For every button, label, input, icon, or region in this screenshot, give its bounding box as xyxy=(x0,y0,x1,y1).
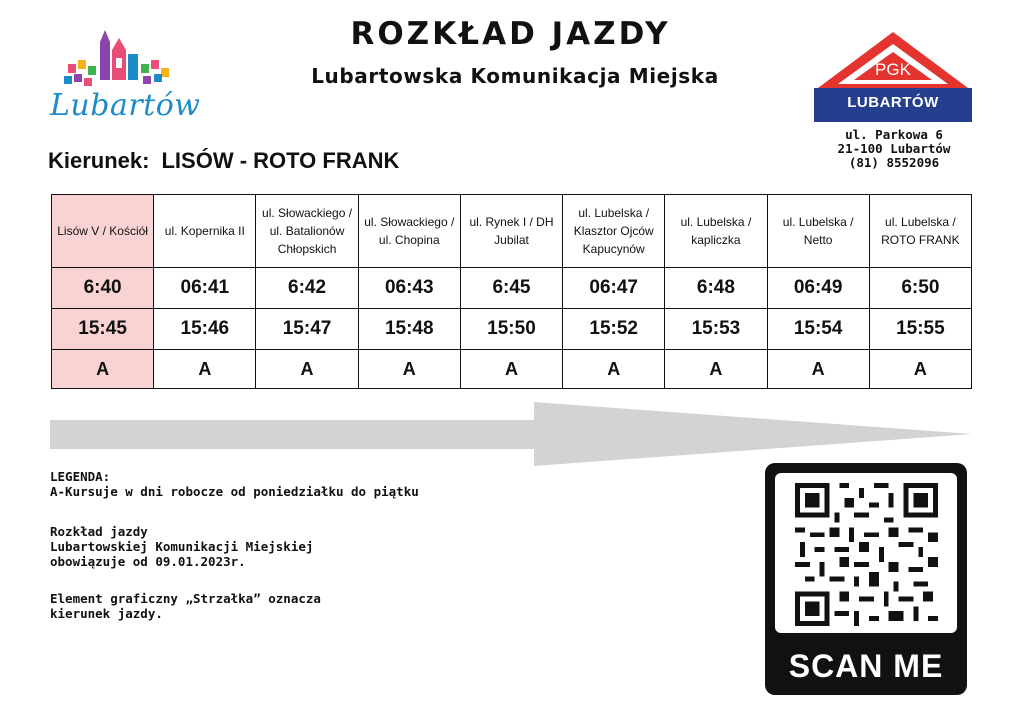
stop-header-cell: ul. Lubelska / Klasztor Ojców Kapucynów xyxy=(563,195,665,268)
time-cell: 15:48 xyxy=(358,309,460,350)
legend-item: A-Kursuje w dni robocze od poniedziałku do piątku xyxy=(50,484,419,499)
time-cell: 15:54 xyxy=(767,309,869,350)
qr-code-icon[interactable] xyxy=(795,483,938,626)
time-cell: 6:42 xyxy=(256,268,358,309)
time-cell: 15:46 xyxy=(154,309,256,350)
stop-header-cell: ul. Lubelska / ROTO FRANK xyxy=(869,195,971,268)
time-cell: 15:45 xyxy=(52,309,154,350)
scan-me-label: SCAN ME xyxy=(788,648,944,684)
direction-arrow-icon xyxy=(50,402,972,466)
code-cell: A xyxy=(869,350,971,389)
notice-line: Lubartowskiej Komunikacji Miejskiej xyxy=(50,539,314,554)
stop-header-cell: ul. Słowackiego / ul. Chopina xyxy=(358,195,460,268)
timetable xyxy=(51,194,972,389)
code-cell: A xyxy=(767,350,869,389)
time-cell: 6:40 xyxy=(52,268,154,309)
code-cell: A xyxy=(460,350,562,389)
time-cell: 15:50 xyxy=(460,309,562,350)
legend-title: LEGENDA: xyxy=(50,469,111,484)
time-cell: 6:45 xyxy=(460,268,562,309)
direction-heading xyxy=(48,148,399,174)
stop-header-cell: ul. Lubelska / Netto xyxy=(767,195,869,268)
address-street: ul. Parkowa 6 xyxy=(845,127,943,142)
stop-header-cell: ul. Lubelska / kapliczka xyxy=(665,195,767,268)
arrow-note-line: kierunek jazdy. xyxy=(50,606,163,621)
notice-line: obowiązuje od 09.01.2023r. xyxy=(50,554,246,569)
stop-header-cell: ul. Słowackiego / ul. Batalionów Chłopskich xyxy=(256,195,358,268)
time-cell: 06:49 xyxy=(767,268,869,309)
pgk-badge-top: PGK xyxy=(875,60,911,79)
code-cell: A xyxy=(256,350,358,389)
address-city: 21-100 Lubartów xyxy=(837,141,951,156)
direction-value: LISÓW - ROTO FRANK xyxy=(161,148,400,173)
stop-header-cell: ul. Rynek I / DH Jubilat xyxy=(460,195,562,268)
city-logo-text: Lubartów xyxy=(50,88,201,123)
pgk-badge-bottom: LUBARTÓW xyxy=(847,94,939,111)
arrow-explanation xyxy=(50,591,321,621)
departure-row-2 xyxy=(52,309,972,350)
time-cell: 06:41 xyxy=(154,268,256,309)
page-title: ROZKŁAD JAZDY xyxy=(350,16,671,52)
time-cell: 06:43 xyxy=(358,268,460,309)
company-address xyxy=(810,128,978,170)
direction-label: Kierunek: xyxy=(48,148,150,173)
time-cell: 15:47 xyxy=(256,309,358,350)
time-cell: 06:47 xyxy=(563,268,665,309)
arrow-note-line: Element graficzny „Strzałka” oznacza xyxy=(50,591,321,606)
stop-header-cell: ul. Kopernika II xyxy=(154,195,256,268)
legend xyxy=(50,469,419,499)
stop-header-cell: Lisów V / Kościół xyxy=(52,195,154,268)
time-cell: 15:53 xyxy=(665,309,767,350)
stops-header-row xyxy=(52,195,972,268)
page-subtitle: Lubartowska Komunikacja Miejska xyxy=(311,64,719,88)
time-cell: 6:50 xyxy=(869,268,971,309)
service-code-row xyxy=(52,350,972,389)
validity-notice xyxy=(50,524,313,569)
time-cell: 6:48 xyxy=(665,268,767,309)
time-cell: 15:52 xyxy=(563,309,665,350)
code-cell: A xyxy=(154,350,256,389)
code-cell: A xyxy=(52,350,154,389)
code-cell: A xyxy=(665,350,767,389)
address-phone: (81) 8552096 xyxy=(848,155,940,170)
code-cell: A xyxy=(563,350,665,389)
departure-row-1 xyxy=(52,268,972,309)
notice-line: Rozkład jazdy xyxy=(50,524,148,539)
time-cell: 15:55 xyxy=(869,309,971,350)
code-cell: A xyxy=(358,350,460,389)
